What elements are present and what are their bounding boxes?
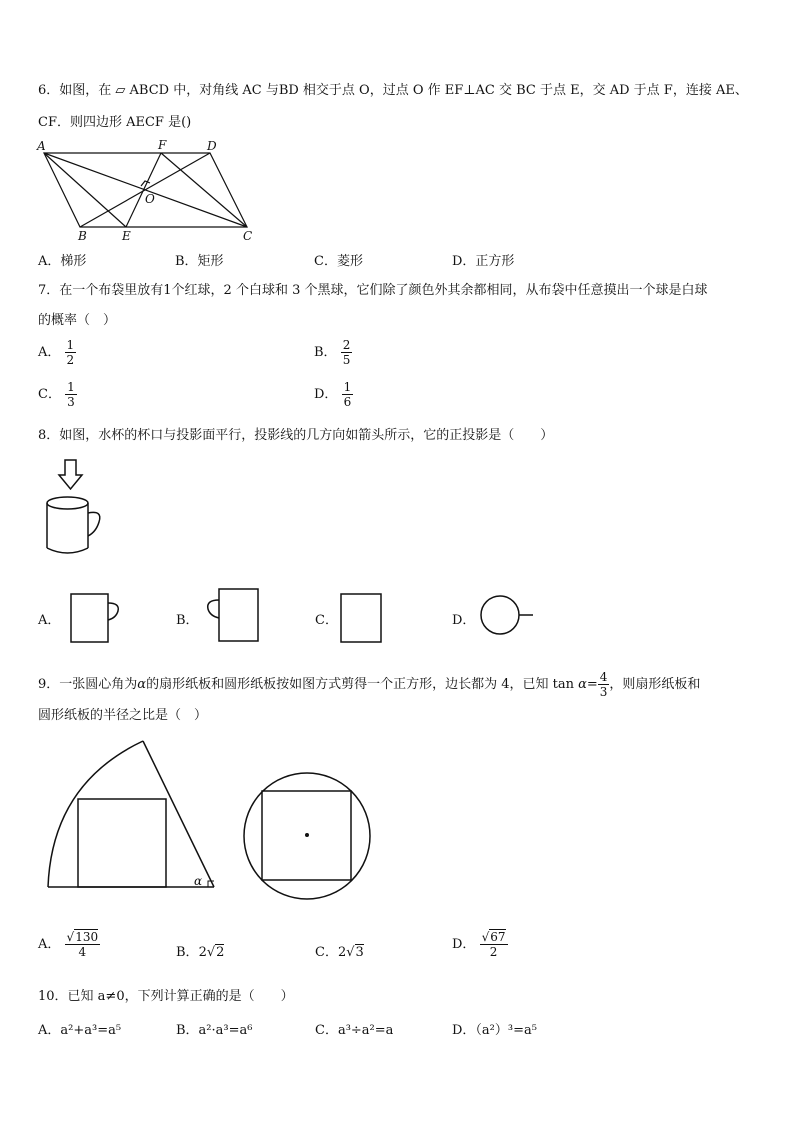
q6-option-d[interactable]: D．正方形 [452,254,515,269]
q9-angle-label: α [194,874,203,888]
q8-option-c-label[interactable]: C． [315,613,338,628]
q6-label-C: C [243,229,253,243]
tan-fraction: $\frac{4}{3}$ [599,670,608,699]
q9-option-a[interactable]: A． $\frac{√130}{4}$ [38,930,99,959]
q10-option-c[interactable]: C．a³÷a²=a [315,1023,394,1038]
q9-option-a-fraction: $\frac{√130}{4}$ [66,930,99,959]
q7-option-a-label: A． [38,345,61,360]
q7-option-c-fraction: $\frac{1}{3}$ [67,380,75,409]
q6-option-b[interactable]: B．矩形 [175,254,224,269]
q6-stem-line1: 6．如图，在 ▱ ABCD 中，对角线 AC 与BD 相交于点 O，过点 O 作 EF⊥AC 交 BC 于点 E，交 AD 于点 F，连接 AE、 [38,83,748,98]
q9-option-c[interactable]: C．2√3 [315,945,364,960]
q10-stem: 10．已知 a≠0，下列计算正确的是（ ） [38,989,294,1004]
q6-label-F: F [158,138,167,152]
q8-option-d-label[interactable]: D． [452,613,476,628]
q9-option-d[interactable]: D． $\frac{√67}{2}$ [452,930,506,959]
q10-option-b[interactable]: B．a²·a³=a⁶ [176,1023,253,1038]
q10-option-d[interactable]: D．（a²）³=a⁵ [452,1023,537,1038]
q9-stem-line1: 9．一张圆心角为α的扇形纸板和圆形纸板按如图方式剪得一个正方形，边长都为 4，已知 tan α= $\frac{4}{3}$ ，则扇形纸板和 [38,670,701,699]
q6-label-D: D [207,139,217,153]
circle-center-dot [305,833,309,837]
q7-option-b-fraction: $\frac{2}{5}$ [342,338,351,367]
q6-option-a[interactable]: A．梯形 [38,254,87,269]
q6-label-O: O [145,192,155,206]
q8-option-b-label[interactable]: B． [176,613,199,628]
q7-option-c-label: C． [38,387,61,402]
q8-option-a-label[interactable]: A． [38,613,61,628]
q7-stem-line1: 7．在一个布袋里放有1个红球，2 个白球和 3 个黑球，它们除了颜色外其余都相同，从布袋中任意摸出一个球是白球 [38,283,708,298]
q6-option-c[interactable]: C．菱形 [314,254,363,269]
q7-option-a-fraction: $\frac{1}{2}$ [66,338,75,367]
q6-stem-line2: CF．则四边形 AECF 是() [38,115,192,130]
q9-stem-line2: 圆形纸板的半径之比是（ ） [38,708,208,723]
q6-label-E: E [122,229,131,243]
q7-option-d-fraction: $\frac{1}{6}$ [343,380,352,409]
q10-option-a[interactable]: A．a²+a³=a⁵ [38,1023,122,1038]
q6-label-B: B [78,229,87,243]
q7-option-d-label: D． [314,387,338,402]
alpha-symbol: α [137,677,147,692]
q9-option-b[interactable]: B．2√2 [176,945,225,960]
q7-stem-line2: 的概率（ ） [38,313,117,328]
q9-sector-figure [48,741,214,887]
q7-option-b-label: B． [314,345,337,360]
q6-label-A: A [37,139,46,153]
q8-stem: 8．如图，水杯的杯口与投影面平行，投影线的几方向如箭头所示，它的正投影是（ ） [38,428,554,443]
q9-option-d-fraction: $\frac{√67}{2}$ [481,930,506,959]
